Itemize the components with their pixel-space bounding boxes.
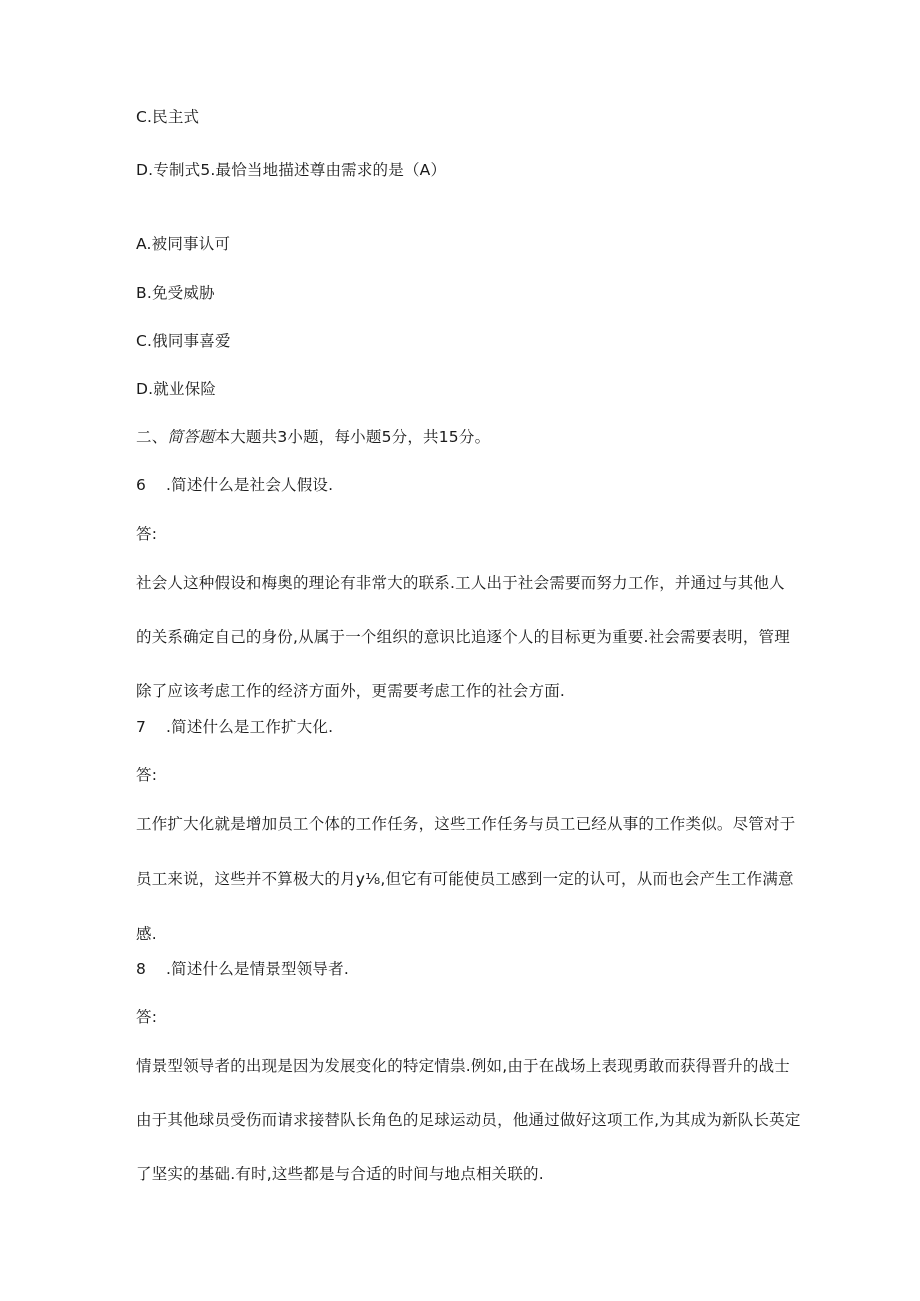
question-7-text: .简述什么是工作扩大化. — [166, 718, 334, 736]
question-7-answer-label: 答: — [136, 766, 158, 784]
answer-line: 员工来说，这些并不算极大的月y⅛,但它有可能使员工感到一定的认可，从而也会产生工作满意 — [136, 870, 794, 888]
section-2-heading — [136, 427, 490, 447]
answer-line: 情景型领导者的出现是因为发展变化的特定情祟.例如,由于在战场上表现勇敢而获得晋升的战士 — [136, 1057, 790, 1075]
section-2-description: 本大题共3小题，每小题5分，共15分。 — [214, 428, 491, 446]
q5-option-b: B.免受威胁 — [136, 284, 215, 302]
question-7-number: 7 — [136, 718, 147, 736]
question-8-answer-label: 答: — [136, 1008, 158, 1026]
question-8-answer — [136, 1056, 801, 1184]
question-6-answer-label: 答: — [136, 525, 158, 543]
question-8-text: .简述什么是情景型领导者. — [166, 960, 349, 978]
answer-line: 的关系确定自己的身份,从属于一个组织的意识比追逐个人的目标更为重要.社会需要表明，管理 — [136, 628, 790, 646]
question-7-answer — [136, 814, 796, 944]
question-6 — [136, 475, 333, 495]
answer-line: 工作扩大化就是增加员工个体的工作任务，这些工作任务与员工已经从事的工作类似。尽管对于 — [136, 815, 796, 833]
question-6-answer — [136, 573, 790, 701]
option-d-and-question-5: D.专制式5.最恰当地描述尊由需求的是（A） — [136, 161, 447, 179]
question-6-text: .简述什么是社会人假设. — [166, 476, 334, 494]
q5-option-c: C.俄同事喜爱 — [136, 332, 231, 350]
answer-line: 感. — [136, 925, 157, 943]
section-2-title: 简答题 — [167, 428, 215, 446]
question-8-number: 8 — [136, 960, 147, 978]
question-8 — [136, 959, 349, 979]
answer-line: 由于其他球员受伤而请求接替队长角色的足球运动员，他通过做好这项工作,为其成为新队长英定 — [136, 1111, 801, 1129]
q5-option-d: D.就业保险 — [136, 380, 217, 398]
option-c-text: C.民主式 — [136, 108, 200, 126]
question-6-number: 6 — [136, 476, 147, 494]
answer-line: 除了应该考虑工作的经济方面外，更需要考虑工作的社会方面. — [136, 682, 566, 700]
section-2-prefix: 二、 — [136, 428, 168, 446]
answer-line: 了坚实的基础.有时,这些都是与合适的时间与地点相关联的. — [136, 1165, 544, 1183]
q5-option-a: A.被同事认可 — [136, 235, 231, 253]
answer-line: 社会人这种假设和梅奥的理论有非常大的联系.工人出于社会需要而努力工作，并通过与其他人 — [136, 574, 785, 592]
question-7 — [136, 717, 333, 737]
